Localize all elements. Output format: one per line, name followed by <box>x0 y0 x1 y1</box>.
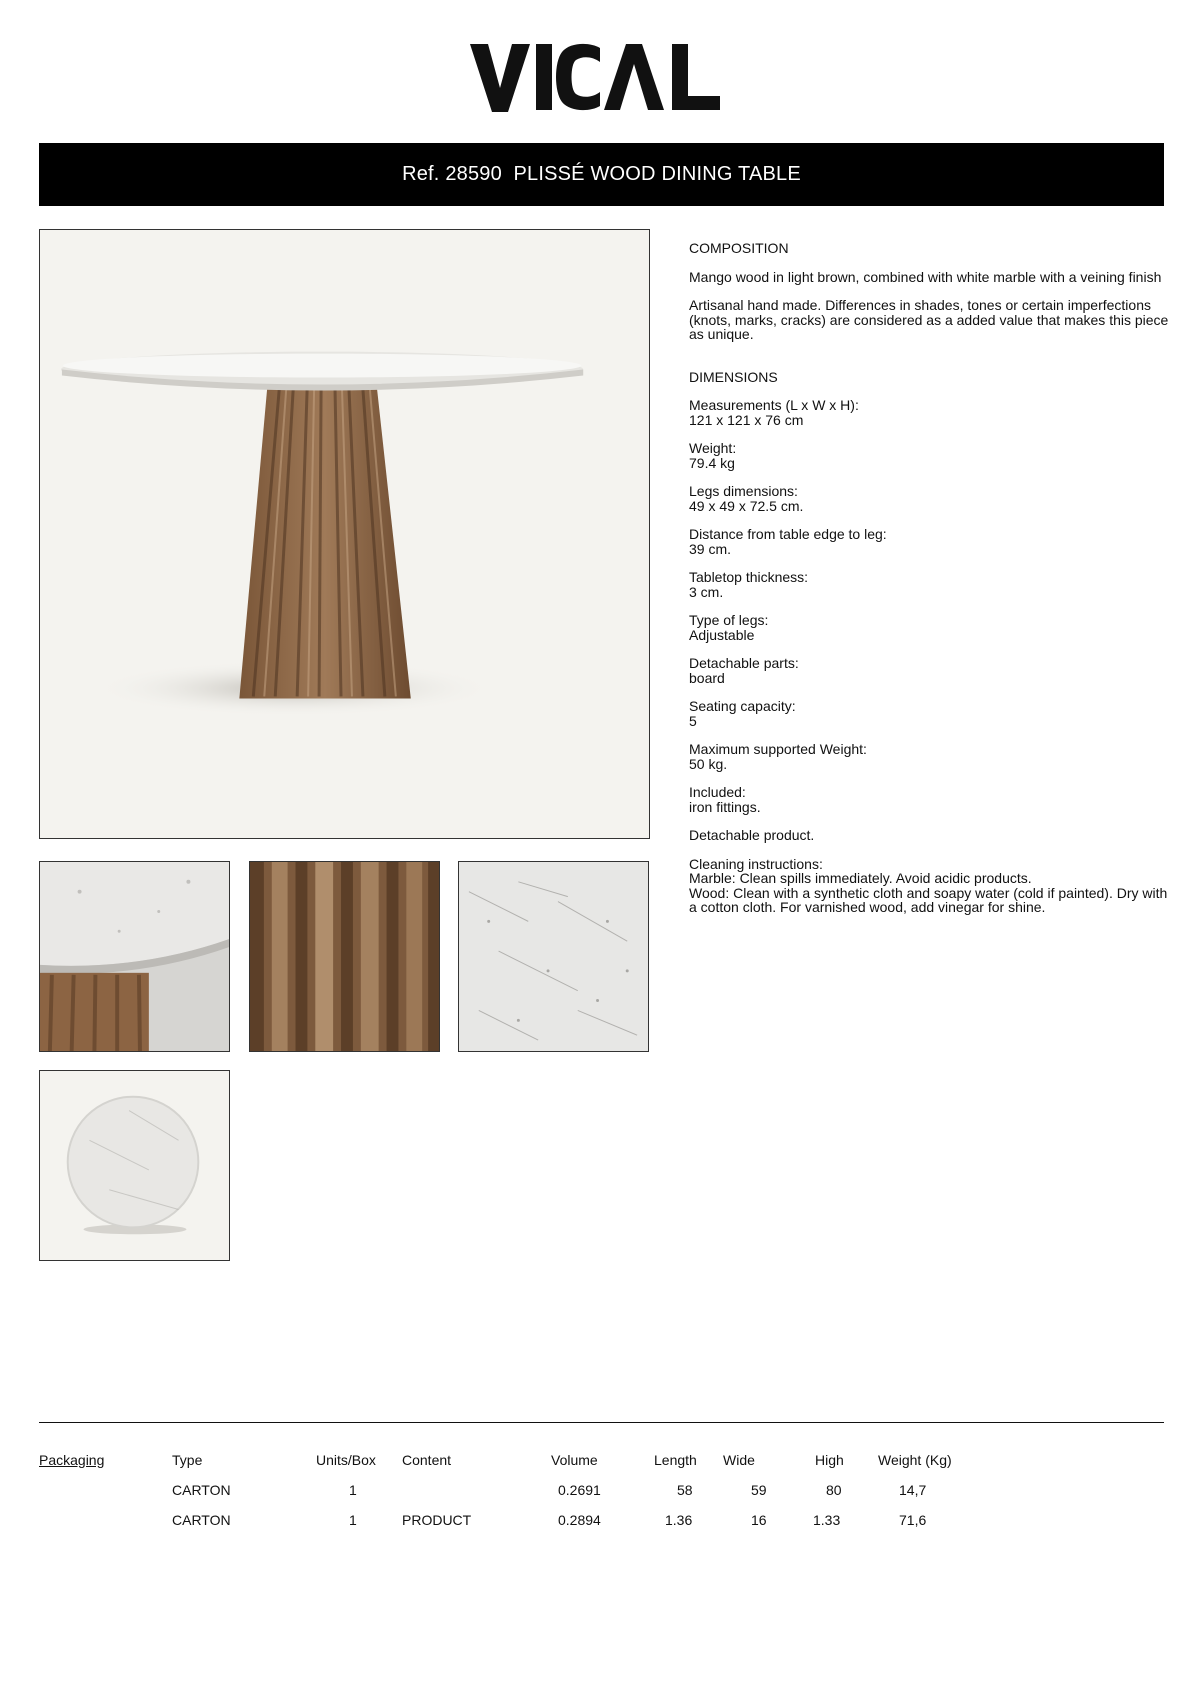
row1-length: 58 <box>677 1482 693 1498</box>
thumb-marble-edge-icon <box>40 862 229 1051</box>
row2-volume: 0.2894 <box>558 1512 601 1528</box>
dimensions-heading: DIMENSIONS <box>689 368 778 385</box>
row1-high: 80 <box>826 1482 842 1498</box>
col-header-length: Length <box>654 1452 697 1468</box>
dimension-item <box>689 570 1179 599</box>
vical-logo <box>470 40 736 114</box>
dimension-item <box>689 742 1179 771</box>
col-header-high: High <box>815 1452 844 1468</box>
col-header-units: Units/Box <box>316 1452 376 1468</box>
dimension-item <box>689 699 1179 728</box>
dimension-value: 49 x 49 x 72.5 cm. <box>689 497 804 514</box>
cleaning-marble: Marble: Clean spills immediately. Avoid acidic products. <box>689 870 1032 886</box>
dimension-label: Maximum supported Weight: <box>689 741 867 757</box>
dimension-item <box>689 527 1179 556</box>
dimension-value: 121 x 121 x 76 cm <box>689 411 804 428</box>
product-ref: Ref. 28590 <box>402 163 502 185</box>
row2-weight: 71,6 <box>899 1512 927 1528</box>
cleaning-label: Cleaning instructions: <box>689 855 823 872</box>
product-title-bar <box>39 143 1164 206</box>
col-header-type: Type <box>172 1452 203 1468</box>
packaging-label: Packaging <box>39 1452 105 1468</box>
dimension-label: Seating capacity: <box>689 698 796 714</box>
dimension-label: Weight: <box>689 440 737 456</box>
thumb-marble-texture <box>458 861 649 1052</box>
row2-high: 1.33 <box>813 1512 841 1528</box>
row1-wide: 59 <box>751 1482 767 1498</box>
col-header-content: Content <box>402 1452 452 1468</box>
dimension-item <box>689 441 1179 470</box>
detachable-note: Detachable product. <box>689 827 815 843</box>
col-header-weight: Weight (Kg) <box>878 1452 952 1468</box>
cleaning-wood-line2: a cotton cloth. For varnished wood, add vinegar for shine. <box>689 899 1046 915</box>
row1-volume: 0.2691 <box>558 1482 601 1498</box>
dimension-value: board <box>689 669 725 686</box>
dimension-value: 39 cm. <box>689 540 732 557</box>
thumb-fluted-wood-icon <box>250 862 439 1051</box>
composition-handmade-note: Artisanal hand made. Differences in shades, tones or certain imperfections (knots, marks, cracks) are considered as a added value that makes this piece as unique. <box>689 297 1169 342</box>
dimension-value: 3 cm. <box>689 583 724 600</box>
row2-units: 1 <box>349 1512 357 1528</box>
dimension-item <box>689 484 1179 513</box>
dimension-label: Distance from table edge to leg: <box>689 526 887 542</box>
row2-type: CARTON <box>172 1512 231 1528</box>
dimension-label: Legs dimensions: <box>689 483 798 499</box>
thumb-top-view <box>39 1070 230 1261</box>
dimension-label: Detachable parts: <box>689 655 799 671</box>
dimension-value: Adjustable <box>689 626 755 643</box>
specs-panel <box>689 241 1179 929</box>
dimension-item <box>689 398 1179 427</box>
main-photo <box>39 229 650 839</box>
dimension-value: 79.4 kg <box>689 454 735 471</box>
cleaning-instructions <box>689 857 1179 915</box>
composition-heading: COMPOSITION <box>689 240 789 256</box>
dimension-label: Included: <box>689 784 746 800</box>
dimension-label: Tabletop thickness: <box>689 569 809 585</box>
dimension-item <box>689 656 1179 685</box>
row2-length: 1.36 <box>665 1512 693 1528</box>
cleaning-wood-line1: Wood: Clean with a synthetic cloth and soapy water (cold if painted). Dry with <box>689 884 1168 901</box>
col-header-volume: Volume <box>551 1452 598 1468</box>
row2-wide: 16 <box>751 1512 767 1528</box>
dimension-value: iron fittings. <box>689 798 761 815</box>
row2-content: PRODUCT <box>402 1512 472 1528</box>
row1-type: CARTON <box>172 1482 231 1498</box>
thumb-marble-edge <box>39 861 230 1052</box>
row1-units: 1 <box>349 1482 357 1498</box>
col-header-wide: Wide <box>723 1452 755 1468</box>
packaging-separator <box>39 1422 1164 1423</box>
thumb-marble-texture-icon <box>459 862 648 1051</box>
dimension-value: 5 <box>689 712 697 729</box>
row1-weight: 14,7 <box>899 1482 927 1498</box>
dimension-label: Type of legs: <box>689 612 769 628</box>
product-name: PLISSÉ WOOD DINING TABLE <box>513 163 801 185</box>
dimension-value: 50 kg. <box>689 755 728 772</box>
composition-material: Mango wood in light brown, combined with white marble with a veining finish <box>689 268 1162 285</box>
dimension-item <box>689 785 1179 814</box>
main-photo-icon <box>40 230 649 838</box>
thumb-top-view-icon <box>40 1071 229 1260</box>
dimension-item <box>689 613 1179 642</box>
dimension-label: Measurements (L x W x H): <box>689 397 859 413</box>
thumb-fluted-wood <box>249 861 440 1052</box>
packaging-table <box>0 1444 1200 1544</box>
